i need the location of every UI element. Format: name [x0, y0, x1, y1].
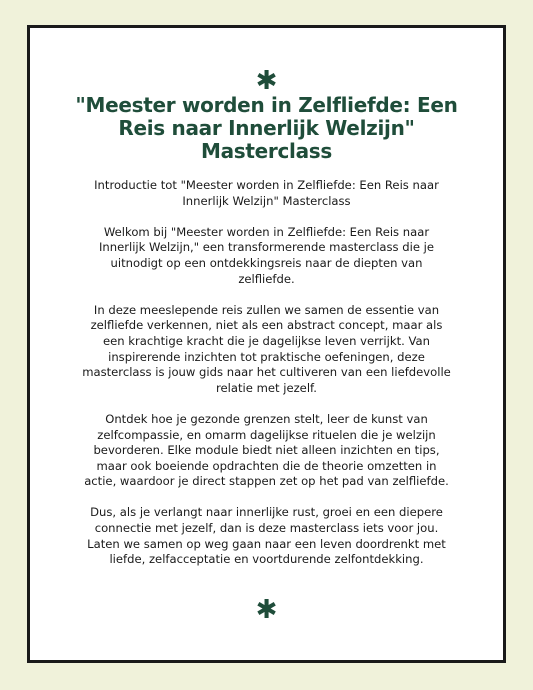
paragraph-discover: Ontdek hoe je gezonde grenzen stelt, leer de kunst van zelfcompassie, en omarm dagelijkse rituelen die je welzijn bevorderen. Elke module biedt niet alleen inzichten en tips, maar ook boeiende opdrachten die de theorie omzetten in actie, waardoor je direct stappen zet op het pad van zelfliefde. — [84, 411, 449, 489]
document-body — [82, 178, 451, 583]
paragraph-closing: Dus, als je verlangt naar innerlijke rust, groei en een diepere connectie met jezelf, dan is deze masterclass iets voor jou. Laten we samen op weg gaan naar een leven doordrenkt met liefde, zelfacceptatie en voortdurende zelfontdekking. — [87, 505, 446, 567]
flower-icon-top: ✱ — [255, 66, 278, 96]
document-card — [27, 25, 506, 663]
document-title: "Meester worden in Zelfliefde: Een Reis naar Innerlijk Welzijn" Masterclass — [75, 93, 458, 163]
paragraph-intro: Introductie tot "Meester worden in Zelfliefde: Een Reis naar Innerlijk Welzijn" Masterclass — [94, 178, 439, 208]
flower-icon-bottom: ✱ — [255, 595, 278, 625]
paragraph-welcome: Welkom bij "Meester worden in Zelfliefde: Een Reis naar Innerlijk Welzijn," een transformerende masterclass die je uitnodigt op een ontdekkingsreis naar de diepten van zelfliefde. — [98, 224, 435, 286]
paragraph-journey: In deze meeslepende reis zullen we samen de essentie van zelfliefde verkennen, niet als een abstract concept, maar als een krachtige kracht die je dagelijkse leven verrijkt. Van inspirerende inzichten tot praktische oefeningen, deze masterclass is jouw gids naar het cultiveren van een liefdevolle relatie met jezelf. — [82, 302, 451, 395]
